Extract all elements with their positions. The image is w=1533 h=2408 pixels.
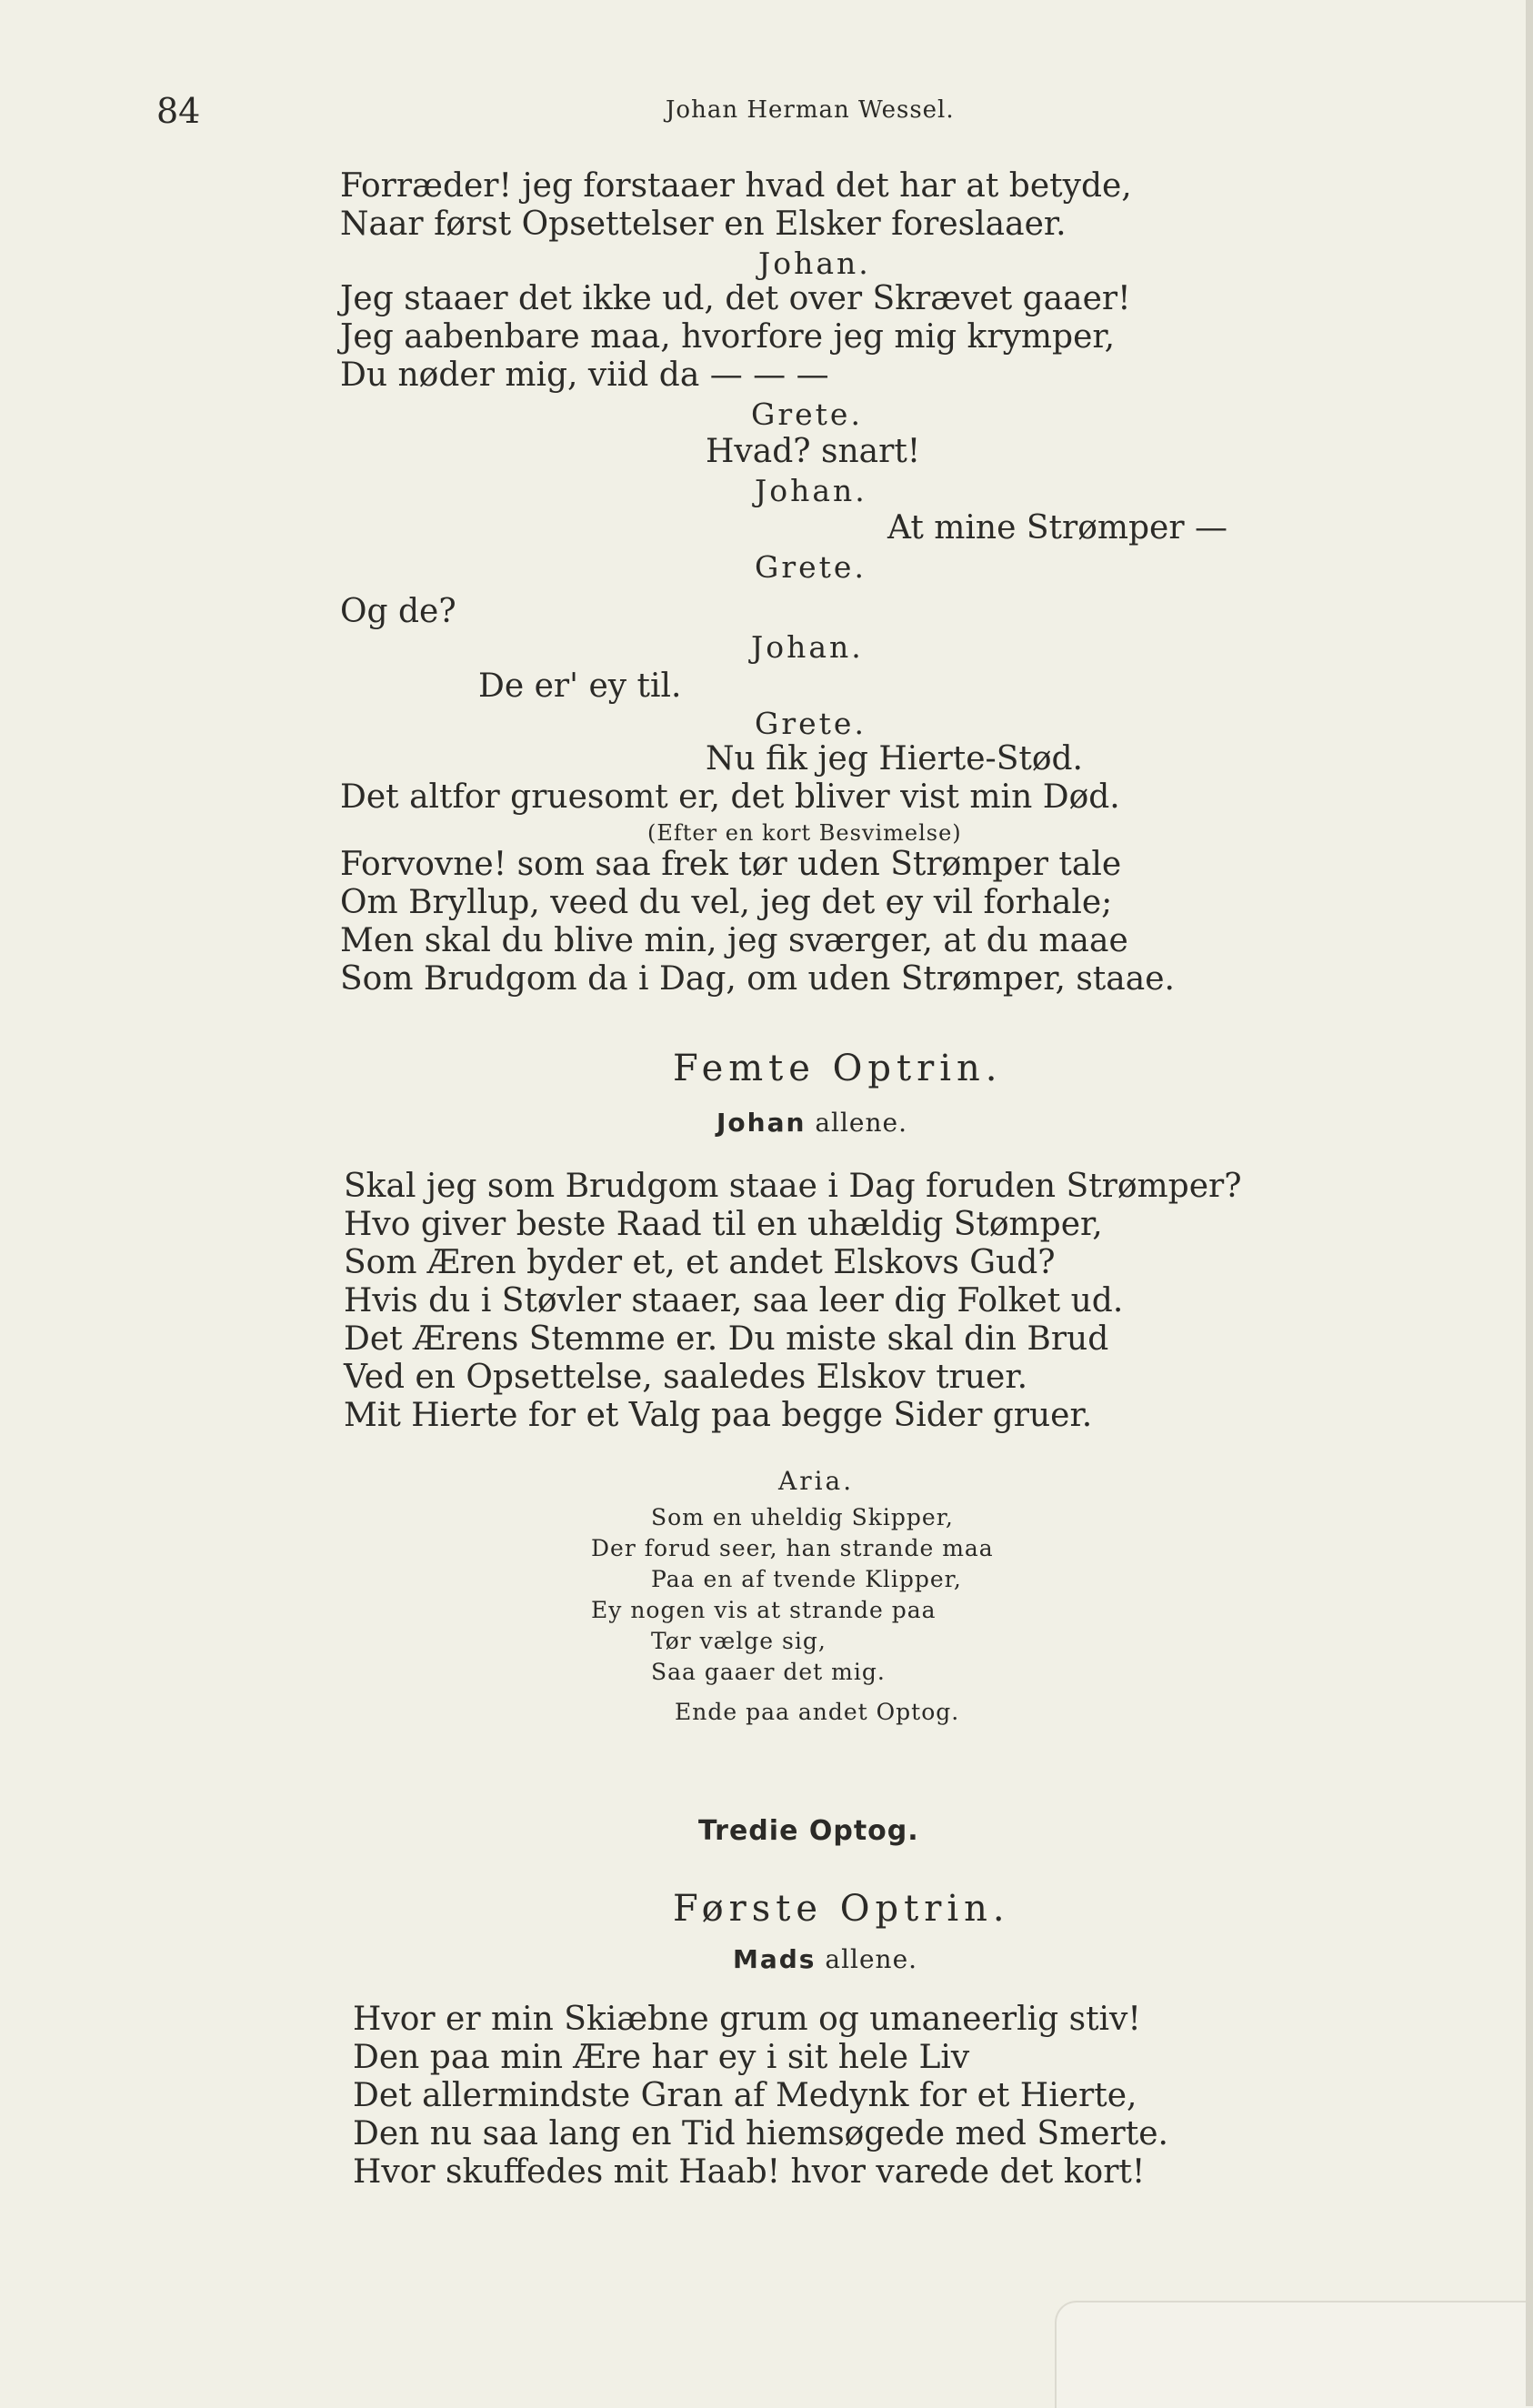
end-note: Ende paa andet Optog.	[675, 1699, 960, 1725]
cast-rest: allene.	[825, 1944, 918, 1974]
verse-line: Som Æren byder et, et andet Elskovs Gud?	[344, 1244, 1056, 1281]
verse-line: Hvo giver beste Raad til en uhældig Stømper,	[344, 1206, 1103, 1243]
scene-title: Femte Optrin.	[673, 1048, 1003, 1089]
verse-line: Jeg staaer det ikke ud, det over Skrævet gaaer!	[340, 280, 1131, 317]
speaker-label: Johan.	[755, 473, 867, 508]
verse-line: Ved en Opsettelse, saaledes Elskov truer.	[344, 1359, 1028, 1396]
aria-line: Der forud seer, han strande maa	[591, 1535, 994, 1561]
verse-line: Om Bryllup, veed du vel, jeg det ey vil forhale;	[340, 884, 1113, 921]
page-number: 84	[156, 91, 201, 131]
verse-line: Hvor skuffedes mit Haab! hvor varede det kort!	[353, 2153, 1146, 2191]
verse-line: Forvovne! som saa frek tør uden Strømper tale	[340, 846, 1122, 883]
verse-line: Det Ærens Stemme er. Du miste skal din Brud	[344, 1320, 1109, 1358]
speaker-label: Grete.	[755, 549, 867, 585]
speaker-label: Grete.	[751, 396, 863, 432]
aria-line: Tør vælge sig,	[651, 1628, 827, 1654]
page-edge	[1526, 0, 1533, 2406]
act-title: Tredie Optog.	[698, 1815, 919, 1847]
verse-line: Hvis du i Støvler staaer, saa leer dig Folket ud.	[344, 1282, 1124, 1319]
aria-line: Som en uheldig Skipper,	[651, 1504, 954, 1530]
cast-name: Mads	[733, 1944, 817, 1974]
verse-line: Men skal du blive min, jeg sværger, at du maae	[340, 922, 1128, 959]
verse-line: Hvad? snart!	[706, 433, 921, 470]
running-head: Johan Herman Wessel.	[666, 96, 955, 124]
verse-line: Det allermindste Gran af Medynk for et Hierte,	[353, 2077, 1137, 2114]
cast-note	[733, 1944, 917, 1974]
cast-rest: allene.	[815, 1108, 908, 1138]
cast-note	[716, 1108, 907, 1138]
cast-name: Johan	[716, 1108, 807, 1138]
verse-line: Nu fik jeg Hierte-Stød.	[706, 740, 1084, 778]
verse-line: De er' ey til.	[478, 667, 682, 705]
aria-heading: Aria.	[778, 1466, 855, 1496]
stage-direction: (Efter en kort Besvimelse)	[647, 820, 962, 846]
verse-line: Som Brudgom da i Dag, om uden Strømper, staae.	[340, 960, 1175, 998]
speaker-label: Johan.	[758, 246, 871, 281]
speaker-label: Johan.	[751, 629, 864, 665]
verse-line: Og de?	[340, 593, 456, 630]
speaker-label: Grete.	[755, 706, 867, 741]
verse-line: Mit Hierte for et Valg paa begge Sider gruer.	[344, 1397, 1093, 1434]
verse-line: Naar først Opsettelser en Elsker foreslaaer.	[340, 206, 1067, 243]
verse-line: Forræder! jeg forstaaer hvad det har at betyde,	[340, 167, 1132, 205]
scene-title: Første Optrin.	[673, 1888, 1010, 1930]
verse-line: Den nu saa lang en Tid hiemsøgede med Smerte.	[353, 2115, 1168, 2152]
verse-line: Hvor er min Skiæbne grum og umaneerlig stiv!	[353, 2001, 1141, 2038]
aria-line: Ey nogen vis at strande paa	[591, 1597, 937, 1623]
verse-line: Du nøder mig, viid da — — —	[340, 356, 829, 394]
verse-line: Den paa min Ære har ey i sit hele Liv	[353, 2039, 970, 2076]
verse-line: Det altfor gruesomt er, det bliver vist min Død.	[340, 778, 1120, 816]
verse-line: Skal jeg som Brudgom staae i Dag foruden Strømper?	[344, 1168, 1242, 1205]
page-corner-shadow	[1055, 2301, 1533, 2408]
verse-line: At mine Strømper —	[887, 509, 1228, 547]
aria-line: Paa en af tvende Klipper,	[651, 1566, 962, 1592]
verse-line: Jeg aabenbare maa, hvorfore jeg mig krymper,	[340, 318, 1116, 356]
aria-line: Saa gaaer det mig.	[651, 1659, 886, 1685]
